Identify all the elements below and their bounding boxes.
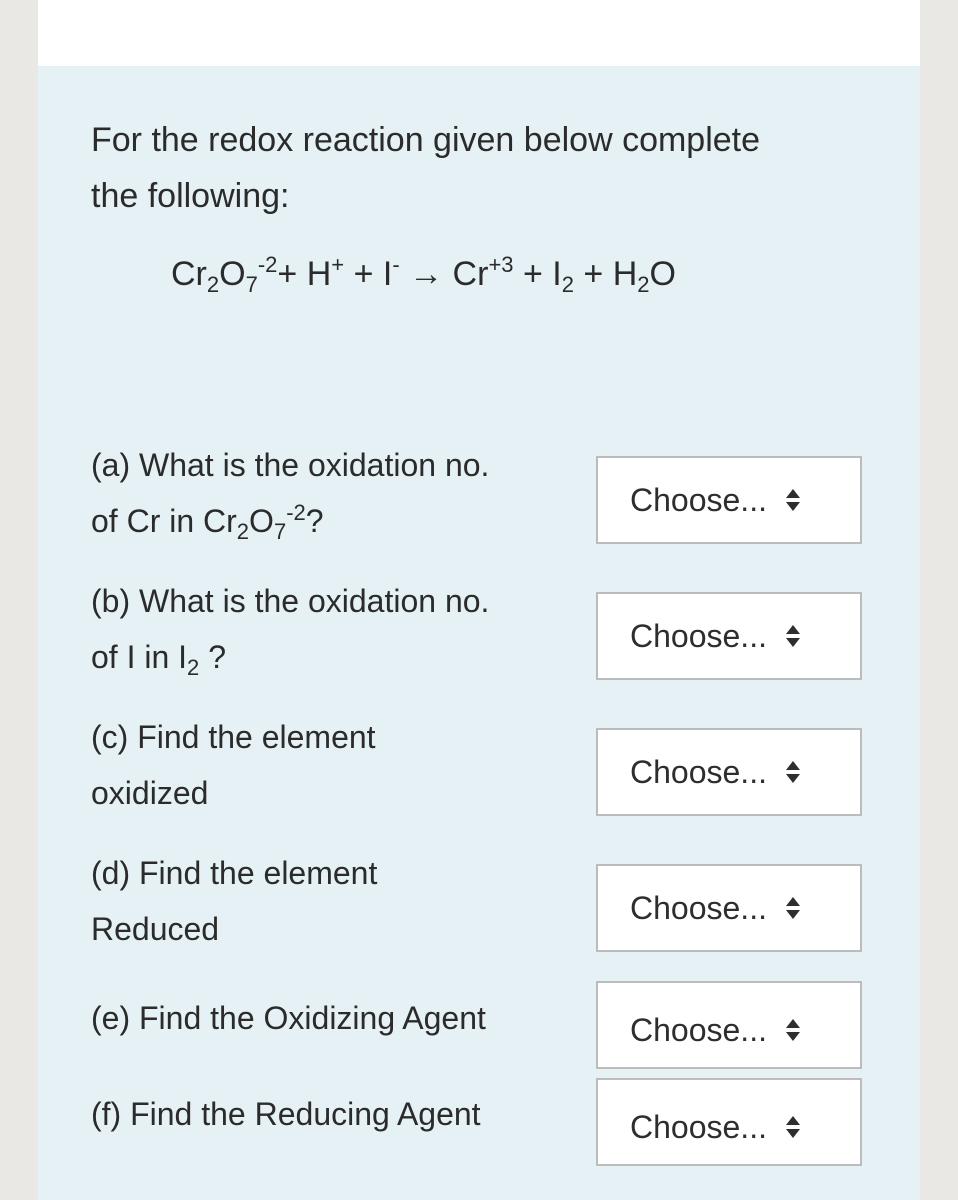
intro-line-2: the following: bbox=[91, 177, 290, 215]
question-b bbox=[91, 573, 611, 685]
question-c-line-1: (c) Find the element bbox=[91, 719, 376, 755]
eq-i2-subscript: 2 bbox=[561, 272, 574, 297]
eq-h2o-o: O bbox=[649, 255, 676, 293]
question-a bbox=[91, 437, 611, 549]
eq-h2o-h: + H bbox=[573, 255, 638, 293]
question-a-prefix: of Cr in Cr bbox=[91, 503, 237, 539]
answer-select-c[interactable] bbox=[596, 728, 862, 816]
select-c-value: Choose... bbox=[630, 754, 767, 790]
question-b-line-2 bbox=[91, 639, 226, 680]
eq-h-charge: + bbox=[331, 252, 345, 277]
eq-cr: Cr bbox=[171, 255, 207, 293]
question-a-line-2 bbox=[91, 500, 324, 544]
select-a-value: Choose... bbox=[630, 482, 767, 518]
question-d bbox=[91, 845, 611, 957]
answer-select-b[interactable] bbox=[596, 592, 862, 680]
eq-cr-charge: +3 bbox=[488, 252, 514, 277]
eq-cr-subscript: 2 bbox=[206, 272, 220, 297]
up-down-chevron-icon bbox=[786, 489, 800, 511]
question-f bbox=[91, 1086, 611, 1142]
question-a-line-1: (a) What is the oxidation no. bbox=[91, 447, 490, 483]
up-down-chevron-icon bbox=[786, 625, 800, 647]
eq-o: O bbox=[219, 255, 246, 293]
eq-i-charge: - bbox=[392, 252, 400, 277]
eq-i2: + I bbox=[513, 255, 562, 293]
up-down-chevron-icon bbox=[786, 897, 800, 919]
question-a-suffix: ? bbox=[305, 503, 324, 539]
question-c bbox=[91, 709, 611, 821]
answer-select-e[interactable] bbox=[596, 981, 862, 1069]
eq-arrow-cr: → Cr bbox=[399, 255, 489, 293]
select-b-value: Choose... bbox=[630, 618, 767, 654]
question-d-line-2: Reduced bbox=[91, 911, 220, 947]
answer-select-d[interactable] bbox=[596, 864, 862, 952]
question-e-line-1: (e) Find the Oxidizing Agent bbox=[91, 1000, 486, 1036]
question-e bbox=[91, 990, 611, 1046]
eq-h2o-subscript: 2 bbox=[637, 272, 650, 297]
up-down-chevron-icon bbox=[786, 1019, 800, 1041]
eq-i: + I bbox=[344, 255, 393, 293]
question-b-prefix: of I in I bbox=[91, 639, 188, 675]
question-b-suffix: ? bbox=[199, 639, 226, 675]
up-down-chevron-icon bbox=[786, 761, 800, 783]
question-f-line-1: (f) Find the Reducing Agent bbox=[91, 1096, 481, 1132]
select-d-value: Choose... bbox=[630, 890, 767, 926]
question-intro bbox=[91, 112, 871, 224]
eq-o-subscript: 7 bbox=[245, 272, 258, 297]
select-e-value: Choose... bbox=[630, 1012, 767, 1048]
question-b-line-1: (b) What is the oxidation no. bbox=[91, 583, 490, 619]
answer-select-f[interactable] bbox=[596, 1078, 862, 1166]
intro-line-1: For the redox reaction given below complete bbox=[91, 121, 761, 159]
up-down-chevron-icon bbox=[786, 1116, 800, 1138]
question-a-sub-1: 2 bbox=[236, 519, 250, 544]
question-a-mid: O bbox=[249, 503, 274, 539]
eq-h: + H bbox=[277, 255, 332, 293]
question-c-line-2: oxidized bbox=[91, 775, 209, 811]
question-b-sub: 2 bbox=[187, 655, 200, 680]
eq-dichromate-charge: -2 bbox=[257, 252, 278, 277]
question-d-line-1: (d) Find the element bbox=[91, 855, 378, 891]
question-a-sub-2: 7 bbox=[273, 519, 287, 544]
answer-select-a[interactable] bbox=[596, 456, 862, 544]
select-f-value: Choose... bbox=[630, 1109, 767, 1145]
redox-equation bbox=[171, 250, 676, 298]
question-a-sup: -2 bbox=[286, 500, 306, 525]
page bbox=[38, 0, 920, 1200]
